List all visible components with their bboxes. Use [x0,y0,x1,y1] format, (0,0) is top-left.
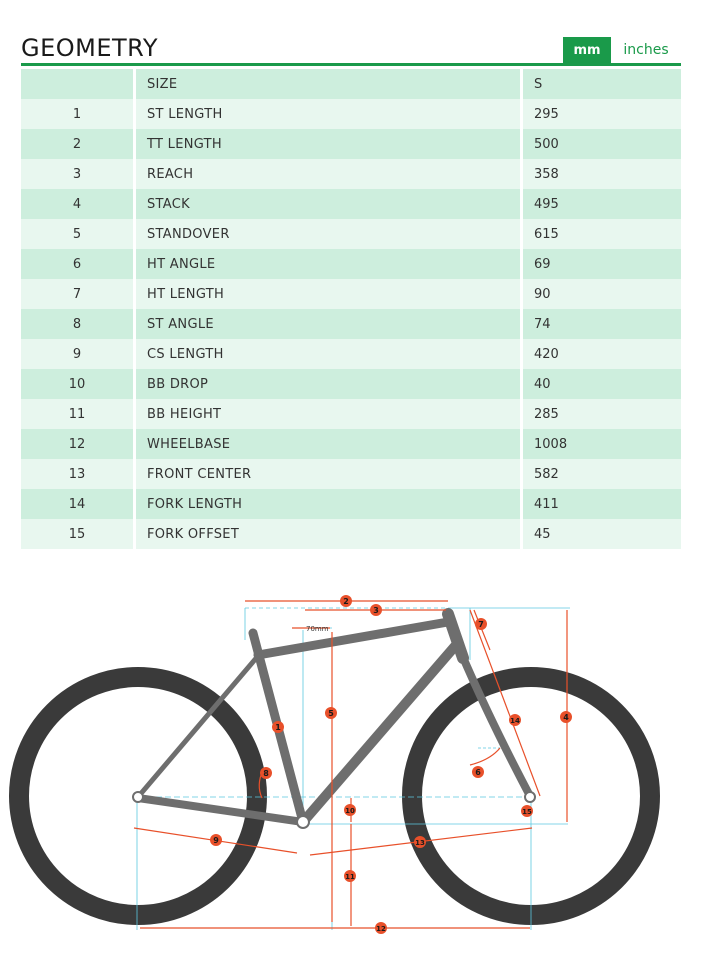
marker-7 [475,618,487,630]
svg-text:15: 15 [522,808,532,816]
table-row [21,519,681,549]
svg-text:9: 9 [213,836,219,845]
row-num: 13 [21,459,133,489]
row-label: WHEELBASE [136,429,520,459]
row-value: 40 [523,369,681,399]
row-label: HT LENGTH [136,279,520,309]
row-value: 500 [523,129,681,159]
row-value: 1008 [523,429,681,459]
table-row [21,99,681,129]
rear-hub [133,792,143,802]
marker-5 [325,707,337,719]
svg-text:14: 14 [510,717,520,725]
svg-text:10: 10 [345,807,355,815]
table-row [21,219,681,249]
row-value: 295 [523,99,681,129]
front-hub [525,792,535,802]
table-row [21,339,681,369]
svg-text:8: 8 [263,769,269,778]
row-value: 411 [523,489,681,519]
row-num: 6 [21,249,133,279]
svg-text:3: 3 [373,606,379,615]
row-label: BB DROP [136,369,520,399]
row-num: 2 [21,129,133,159]
marker-10 [344,804,356,816]
row-value: 69 [523,249,681,279]
marker-4 [560,711,572,723]
row-label: ST LENGTH [136,99,520,129]
header-size-value-cell: S [523,69,681,99]
row-num: 10 [21,369,133,399]
marker-8 [260,767,272,779]
svg-text:13: 13 [415,839,425,847]
table-row [21,309,681,339]
bike-geometry-diagram [0,570,710,980]
title-divider [21,63,681,66]
marker-1 [272,721,284,733]
table-row [21,459,681,489]
marker-13 [414,836,426,848]
page-title: GEOMETRY [21,34,158,62]
row-label: BB HEIGHT [136,399,520,429]
row-num: 11 [21,399,133,429]
row-label: STANDOVER [136,219,520,249]
svg-text:1: 1 [275,723,281,732]
seat-offset-label: 70mm [306,625,329,633]
table-row [21,189,681,219]
table-row [21,399,681,429]
row-num: 1 [21,99,133,129]
row-num: 14 [21,489,133,519]
row-label: FORK OFFSET [136,519,520,549]
table-header-row [21,69,681,99]
table-row [21,429,681,459]
svg-text:11: 11 [345,873,355,881]
row-value: 90 [523,279,681,309]
marker-11 [344,870,356,882]
table-row [21,129,681,159]
unit-inches-button[interactable]: inches [623,42,669,58]
row-label: FRONT CENTER [136,459,520,489]
row-label: REACH [136,159,520,189]
table-row [21,369,681,399]
marker-15 [521,805,533,817]
row-value: 615 [523,219,681,249]
unit-mm-button[interactable]: mm [563,37,611,63]
table-row [21,489,681,519]
row-label: CS LENGTH [136,339,520,369]
svg-text:12: 12 [376,925,386,933]
row-value: 420 [523,339,681,369]
row-num: 8 [21,309,133,339]
geometry-table [21,69,681,549]
row-num: 4 [21,189,133,219]
row-num: 9 [21,339,133,369]
marker-6 [472,766,484,778]
marker-14 [509,714,521,726]
table-row [21,279,681,309]
row-value: 45 [523,519,681,549]
bottom-bracket [297,816,309,828]
marker-3 [370,604,382,616]
unit-toggle [563,37,681,63]
table-row [21,159,681,189]
row-value: 358 [523,159,681,189]
row-num: 7 [21,279,133,309]
marker-2 [340,595,352,607]
row-num: 12 [21,429,133,459]
row-num: 5 [21,219,133,249]
svg-text:2: 2 [343,597,349,606]
row-value: 495 [523,189,681,219]
row-num: 15 [21,519,133,549]
row-label: FORK LENGTH [136,489,520,519]
header-size-cell: SIZE [136,69,520,99]
row-num: 3 [21,159,133,189]
marker-9 [210,834,222,846]
row-value: 582 [523,459,681,489]
svg-text:7: 7 [478,620,484,629]
row-label: STACK [136,189,520,219]
svg-text:4: 4 [563,713,569,722]
table-row [21,249,681,279]
header-num-cell [21,69,133,99]
row-value: 74 [523,309,681,339]
svg-text:5: 5 [328,709,334,718]
row-value: 285 [523,399,681,429]
row-label: ST ANGLE [136,309,520,339]
row-label: HT ANGLE [136,249,520,279]
row-label: TT LENGTH [136,129,520,159]
marker-12 [375,922,387,934]
svg-text:6: 6 [475,768,481,777]
